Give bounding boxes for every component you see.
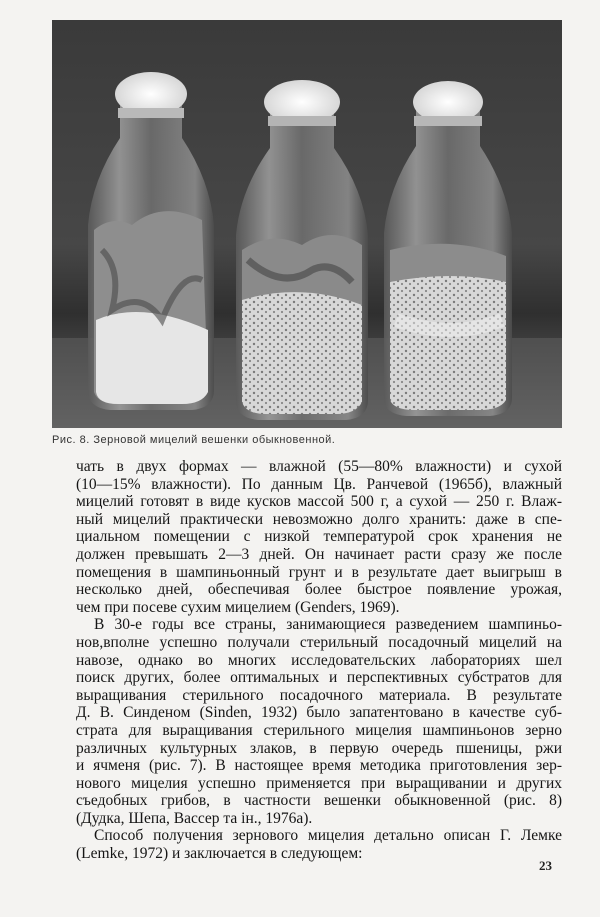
text-line: выращивания стерильного посадочного материала. В результате	[76, 686, 562, 704]
paragraph	[76, 616, 562, 827]
text-line: съедобных грибов, в частности вешенки обыкновенной (рис. 8)	[76, 792, 562, 810]
figure-photo	[52, 20, 562, 428]
text-line: несколько дней, обеспечивая более быстрое появление урожая,	[76, 581, 562, 599]
text-line: (Дудка, Шепа, Вассер та ін., 1976а).	[76, 809, 313, 827]
text-line: ный мицелий практически невозможно долго хранить: даже в спе-	[76, 510, 562, 528]
paragraph	[76, 827, 562, 862]
figure-caption: Рис. 8. Зерновой мицелий вешенки обыкновенной.	[52, 434, 336, 446]
text-line: нов,вполне успешно получали стерильный посадочный мицелий на	[76, 633, 562, 651]
text-line: Способ получения зернового мицелия детально описан Г. Лемке	[94, 827, 562, 845]
three-bottles-image	[52, 20, 562, 428]
text-line: Д. В. Синденом (Sinden, 1932) было запатентовано в качестве суб-	[76, 704, 562, 722]
text-line: (Lemke, 1972) и заключается в следующем:	[76, 845, 363, 863]
text-line: нового мицелия успешно применяется при выращивании и других	[76, 774, 562, 792]
text-line: В 30-е годы все страны, занимающиеся разведением шампиньо-	[94, 616, 562, 634]
body-text	[76, 458, 562, 863]
text-line: чать в двух формах — влажной (55—80% влажности) и сухой	[76, 458, 562, 475]
text-line: и ячменя (рис. 7). В настоящее время методика приготовления зер-	[76, 757, 562, 775]
page-number: 23	[539, 858, 552, 873]
text-line: помещения в шампиньонный грунт и в результате дает выигрыш в	[76, 563, 562, 581]
text-line: циальном помещении с низкой температурой срок хранения не	[76, 528, 562, 546]
text-line: мицелий готовят в виде кусков массой 500 г, а сухой — 250 г. Влаж-	[76, 493, 562, 511]
text-line: страта для выращивания стерильного мицелия шампиньонов зерно	[76, 721, 562, 739]
text-line: поиск других, более оптимальных и перспективных субстратов для	[76, 669, 562, 687]
text-line: (10—15% влажности). По данным Цв. Ранчевой (1965б), влажный	[76, 475, 562, 493]
text-line: чем при посеве сухим мицелием (Genders, 1969).	[76, 598, 400, 616]
text-line: должен превышать 2—3 дней. Он начинает расти сразу же после	[76, 545, 562, 563]
text-line: различных культурных злаков, в первую очередь пшеницы, ржи	[76, 739, 562, 757]
text-line: навозе, однако во многих исследовательских лабораториях шел	[76, 651, 562, 669]
paragraph	[76, 458, 562, 616]
